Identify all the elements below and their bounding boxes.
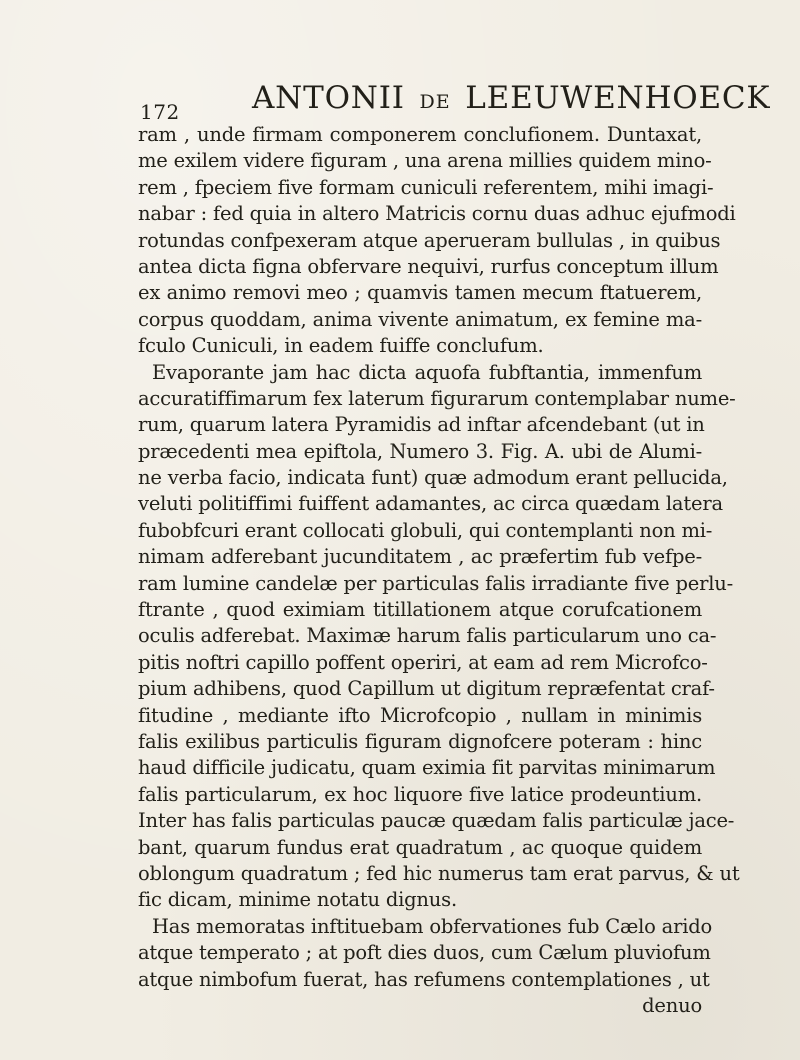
text-line: falis exilibus particulis figuram dignofcere poteram : hinc xyxy=(138,729,702,753)
text-line: fitudine , mediante ifto Microfcopio , nullam in minimis xyxy=(138,703,702,727)
text-line: præcedenti mea epiftola, Numero 3. Fig. A. ubi de Alumi- xyxy=(138,439,702,463)
text-line: Inter has falis particulas paucæ quædam falis particulæ jace- xyxy=(138,809,735,833)
paragraph-start-line: Evaporante jam hac dicta aquofa fubftantia, immenfum xyxy=(152,360,702,384)
text-line: ram lumine candelæ per particulas falis irradiante five perlu- xyxy=(138,571,733,595)
running-head xyxy=(252,80,770,116)
text-line: atque temperato ; at poft dies duos, cum Cælum pluviofum xyxy=(138,941,711,965)
text-line: veluti politiffimi fuiffent adamantes, ac circa quædam latera xyxy=(138,492,723,516)
text-line: oculis adferebat. Maximæ harum falis particularum uno ca- xyxy=(138,624,717,648)
text-line: bant, quarum fundus erat quadratum , ac quoque quidem xyxy=(138,835,702,859)
text-line: fic dicam, minime notatu dignus. xyxy=(138,888,457,912)
text-line: rem , fpeciem five formam cuniculi referentem, mihi imagi- xyxy=(138,175,714,199)
text-line: me exilem videre figuram , una arena millies quidem mino- xyxy=(138,149,712,173)
text-line: oblongum quadratum ; fed hic numerus tam erat parvus, & ut xyxy=(138,861,740,885)
running-head-author-first: ANTONII xyxy=(252,80,405,116)
text-line: corpus quoddam, anima vivente animatum, ex femine ma- xyxy=(138,307,702,331)
text-line: rotundas confpexeram atque aperueram bullulas , in quibus xyxy=(138,228,721,252)
text-line: falis particularum, ex hoc liquore five latice prodeuntium. xyxy=(138,782,702,806)
text-line: pium adhibens, quod Capillum ut digitum repræfentat craf- xyxy=(138,677,715,701)
catchword: denuo xyxy=(642,993,702,1017)
running-head-de: DE xyxy=(419,91,451,113)
text-line: nabar : fed quia in altero Matricis cornu duas adhuc ejufmodi xyxy=(138,202,736,226)
text-line: antea dicta figna obfervare nequivi, rurfus conceptum illum xyxy=(138,254,719,278)
text-line: accuratiffimarum fex laterum figurarum contemplabar nume- xyxy=(138,386,736,410)
text-line: haud difficile judicatu, quam eximia fit parvitas minimarum xyxy=(138,756,716,780)
running-head-author-last: LEEUWENHOECK xyxy=(465,80,771,116)
text-line: rum, quarum latera Pyramidis ad inftar afcendebant (ut in xyxy=(138,413,705,437)
text-line: nimam adferebant jucunditatem , ac præfertim fub vefpe- xyxy=(138,545,702,569)
text-line: atque nimbofum fuerat, has refumens contemplationes , ut xyxy=(138,967,710,991)
text-line: ram , unde firmam componerem conclufionem. Duntaxat, xyxy=(138,123,702,146)
text-line: fubobfcuri erant collocati globuli, qui contemplanti non mi- xyxy=(138,518,713,542)
paragraph-start-line: Has memoratas inftituebam obfervationes fub Cælo arido xyxy=(152,914,713,938)
text-line: ne verba facio, indicata funt) quæ admodum erant pellucida, xyxy=(138,466,728,490)
body-text xyxy=(138,122,740,1019)
text-line: fculo Cuniculi, in eadem fuiffe conclufum. xyxy=(138,334,544,358)
text-line: pitis noftri capillo poffent operiri, at eam ad rem Microfco- xyxy=(138,650,708,674)
page-header xyxy=(140,80,771,124)
page-number: 172 xyxy=(140,100,180,124)
text-line: ftrante , quod eximiam titillationem atque corufcationem xyxy=(138,598,702,622)
text-line: ex animo removi meo ; quamvis tamen mecum ftatuerem, xyxy=(138,281,702,305)
